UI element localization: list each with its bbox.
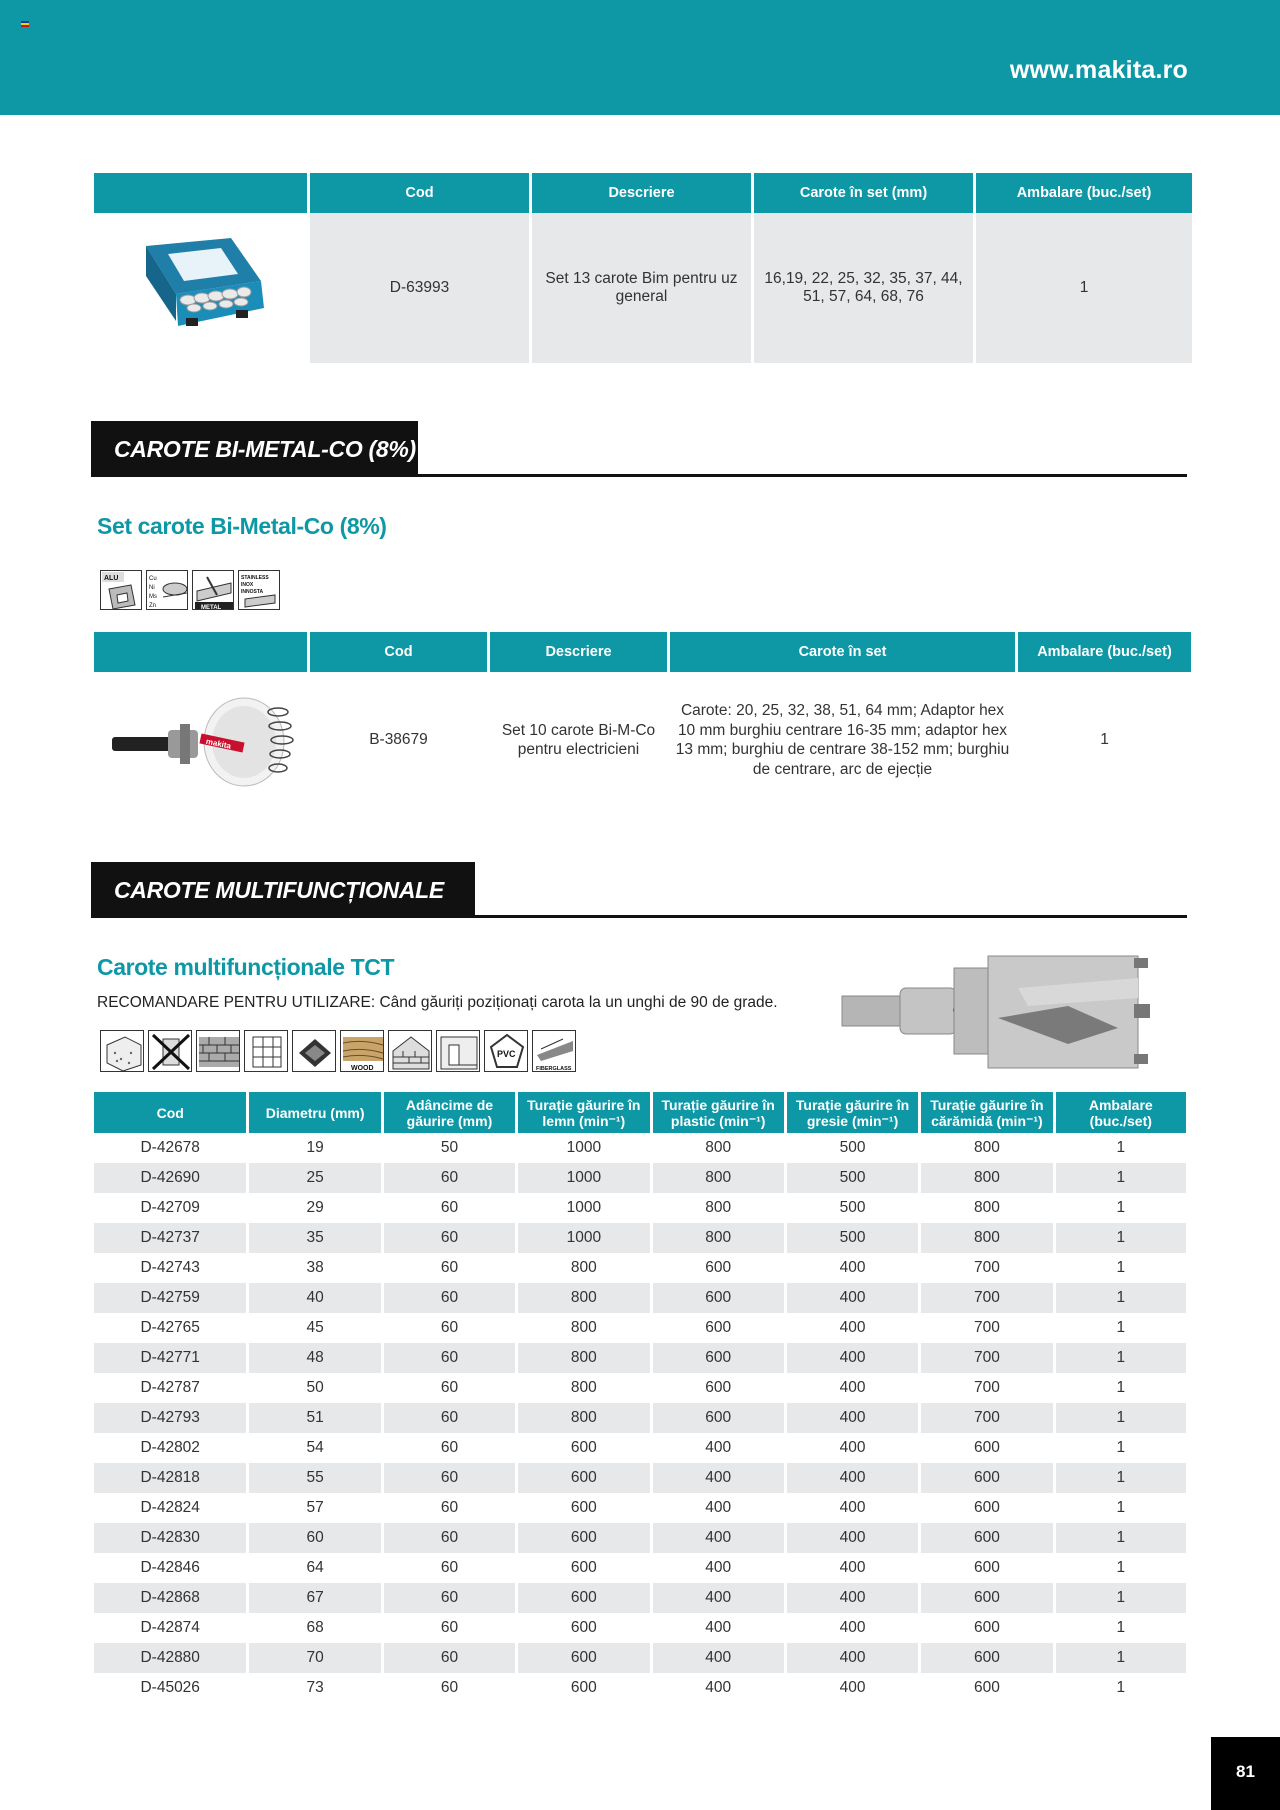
table-cell: D-45026 [140,1679,200,1696]
table-cell: 60 [440,1199,459,1216]
table-cell: 400 [839,1439,866,1456]
table-cell: 600 [705,1319,732,1336]
page-number: 81 [1211,1737,1280,1810]
table-cell: D-42868 [94,1583,246,1613]
table-row [94,1283,1186,1313]
table-cell: 800 [518,1403,649,1433]
table-cell: 60 [384,1583,515,1613]
table-cell: 400 [787,1583,918,1613]
table-cell: 400 [787,1523,918,1553]
table-cell: 1000 [566,1139,602,1156]
table-cell: 400 [839,1559,866,1576]
table-cell: 600 [653,1403,784,1433]
table-cell: 45 [306,1319,324,1336]
cu-ni-ms-zn-icon [146,570,188,610]
table-cell: 1 [1056,1583,1186,1613]
table-cell: 600 [653,1343,784,1373]
table-cell: 700 [973,1379,1000,1396]
table-cell: 400 [705,1559,732,1576]
table-row [94,1673,1186,1703]
table-row [94,1553,1186,1583]
table-cell: 50 [440,1139,459,1156]
cell-carote: 16,19, 22, 25, 32, 35, 37, 44, 51, 57, 64, 68, 76 [754,213,973,363]
table-cell: 1 [1116,1199,1126,1216]
table-row [94,1193,1186,1223]
table-cell: 57 [306,1499,324,1516]
header-cod: Cod [310,173,529,213]
table-cell: 800 [973,1199,1000,1216]
table-cell: 60 [440,1619,459,1636]
table-cell: 600 [705,1379,732,1396]
metal-icon [192,570,234,610]
table-cell: 800 [570,1259,597,1276]
table-cell: D-42678 [140,1139,200,1156]
cell-descriere: Set 10 carote Bi-M-Co pentru electricieni [501,721,656,758]
website-url[interactable]: www.makita.ro [1009,56,1188,84]
table-cell: 600 [518,1523,649,1553]
table-cell: 60 [440,1439,459,1456]
subtitle-bimetal: Set carote Bi-Metal-Co (8%) [97,513,387,539]
table-cell: 500 [787,1163,918,1193]
table-row [94,1403,1186,1433]
romania-flag-icon [21,21,29,27]
table-row [94,1223,1186,1253]
table-cell: 600 [921,1523,1052,1553]
table-cell: D-42830 [94,1523,246,1553]
table-cell: 40 [249,1283,380,1313]
section-title-tct: CAROTE MULTIFUNCȚIONALE TCT [91,862,475,918]
table-cell: 1 [1116,1319,1126,1336]
table-cell: D-42846 [140,1559,200,1576]
table-row [94,1313,1186,1343]
table-cell: 54 [306,1439,324,1456]
table-cell: D-42690 [94,1163,246,1193]
tile-wall-icon [244,1030,288,1072]
table-cell: 700 [921,1283,1052,1313]
svg-text:Ms: Ms [149,594,157,600]
table-cell: 60 [384,1463,515,1493]
table-cell: D-42793 [94,1403,246,1433]
table-cell: 600 [518,1643,649,1673]
svg-text:PVC: PVC [497,1049,516,1059]
cell-ambalare: 1 [1100,731,1109,749]
table-cell: 400 [787,1463,918,1493]
header-descriere: Descriere [532,173,751,213]
no-hammer-icon [148,1030,192,1072]
plaster-icon [436,1030,480,1072]
table-row [94,1373,1186,1403]
table-cell: D-42771 [94,1343,246,1373]
table-cell: 1 [1116,1379,1126,1396]
table-cell: 800 [653,1223,784,1253]
table-cell: 1000 [518,1223,649,1253]
product-table-b38679 [91,632,1194,808]
table-cell: 60 [384,1343,515,1373]
header-cod: Cod [94,1092,246,1133]
table-cell: 1 [1116,1139,1126,1156]
svg-text:WOOD: WOOD [351,1065,374,1072]
table-cell: 600 [570,1499,597,1516]
table-cell: 68 [306,1619,324,1636]
table-cell: D-42787 [140,1379,200,1396]
table-cell: 1000 [518,1163,649,1193]
header-turatie-lemn: Turație găurire în lemn (min⁻¹) [518,1092,649,1133]
table-cell: 600 [518,1583,649,1613]
table-cell: 800 [705,1199,732,1216]
table-cell: 600 [921,1643,1052,1673]
table-cell: 600 [973,1499,1000,1516]
table-cell: 400 [705,1679,732,1696]
table-cell: 60 [384,1643,515,1673]
header-ambalare: Ambalare (buc./set) [1056,1092,1186,1133]
header-cod: Cod [310,632,487,672]
svg-text:FIBERGLASS: FIBERGLASS [536,1066,572,1072]
section-title-bimetal: CAROTE BI-METAL-CO (8%) [91,421,418,477]
table-cell: 38 [306,1259,324,1276]
table-cell: 51 [249,1403,380,1433]
header-carote: Carote în set (mm) [754,173,973,213]
cell-cod: B-38679 [369,731,428,749]
table-cell: 400 [787,1403,918,1433]
table-row [94,1583,1186,1613]
tct-specs-body [94,1133,1186,1703]
tile-icon [292,1030,336,1072]
svg-text:STAINLESS: STAINLESS [241,575,269,581]
table-cell: 600 [705,1259,732,1276]
aerated-concrete-icon [100,1030,144,1072]
wood-icon [340,1030,384,1072]
page-header [0,0,1280,115]
brick-house-icon [388,1030,432,1072]
table-cell: 70 [249,1643,380,1673]
header-ambalare: Ambalare (buc./set) [976,173,1192,213]
material-icons-tct [100,1030,576,1072]
table-cell: 35 [249,1223,380,1253]
table-row [94,1463,1186,1493]
table-cell: 800 [518,1343,649,1373]
table-cell: 73 [306,1679,324,1696]
table-cell: 60 [384,1403,515,1433]
svg-text:Ni: Ni [149,585,155,591]
table-cell: 600 [570,1619,597,1636]
header-turatie-gresie: Turație găurire în gresie (min⁻¹) [787,1092,918,1133]
brick-icon [196,1030,240,1072]
table-cell: 800 [570,1319,597,1336]
table-cell: 400 [653,1643,784,1673]
cell-carote: Carote: 20, 25, 32, 38, 51, 64 mm; Adaptor hex 10 mm burghiu centrare 16-35 mm; adaptor hex 13 mm; burghiu de centrare 38-152 mm; burghiu de centrare, arc de ejecție [675,702,1010,778]
table-cell: 800 [518,1283,649,1313]
fiberglass-icon [532,1030,576,1072]
table-cell: 400 [839,1679,866,1696]
table-cell: 600 [921,1463,1052,1493]
table-cell: 800 [705,1139,732,1156]
table-cell: 55 [249,1463,380,1493]
table-cell: 1 [1056,1343,1186,1373]
table-cell: 60 [440,1319,459,1336]
table-cell: 800 [653,1163,784,1193]
table-cell: 1 [1116,1499,1126,1516]
table-cell: 60 [384,1523,515,1553]
table-cell: 600 [921,1583,1052,1613]
table-cell: 600 [973,1679,1000,1696]
table-cell: 1 [1116,1439,1126,1456]
table-cell: 60 [384,1223,515,1253]
table-cell: 800 [570,1379,597,1396]
svg-text:INNOSTA: INNOSTA [241,589,264,595]
table-cell: 600 [518,1463,649,1493]
table-cell: D-42743 [140,1259,200,1276]
stainless-icon [238,570,280,610]
table-row [94,1163,1186,1193]
table-cell: D-42709 [140,1199,200,1216]
header-turatie-caramida: Turație găurire în cărămidă (min⁻¹) [921,1092,1052,1133]
table-cell: 600 [973,1559,1000,1576]
table-cell: 50 [306,1379,324,1396]
table-row [94,1253,1186,1283]
table-cell: D-42824 [140,1499,200,1516]
table-row [94,1523,1186,1553]
table-cell: 800 [921,1223,1052,1253]
table-row [94,1343,1186,1373]
table-cell: 400 [653,1583,784,1613]
product-table-d63993 [91,173,1195,363]
table-cell: D-42759 [94,1283,246,1313]
table-row [94,1493,1186,1523]
table-cell: 700 [921,1403,1052,1433]
product-image-holesaw [94,672,307,808]
table-cell: D-42818 [94,1463,246,1493]
table-cell: 1 [1056,1643,1186,1673]
header-adancime: Adâncime de găurire (mm) [384,1092,515,1133]
table-cell: D-42765 [140,1319,200,1336]
table-cell: 400 [839,1619,866,1636]
header-diametru: Diametru (mm) [249,1092,380,1133]
product-image-tct [838,948,1178,1076]
table-row [94,1133,1186,1163]
table-cell: 1 [1056,1523,1186,1553]
table-header-row [94,1092,1186,1133]
usage-recommendation: RECOMANDARE PENTRU UTILIZARE: Când găuriți poziționați carota la un unghi de 90 de grade. [97,994,778,1011]
table-cell: 1 [1116,1259,1126,1276]
table-row [94,1433,1186,1463]
table-cell: 400 [705,1499,732,1516]
table-cell: 60 [440,1679,459,1696]
svg-text:Zn: Zn [149,603,157,609]
table-cell: 67 [249,1583,380,1613]
table-cell: 1000 [566,1199,602,1216]
table-cell: 400 [705,1439,732,1456]
table-cell: 1 [1056,1463,1186,1493]
header-spacer [94,173,307,213]
table-cell: 60 [440,1499,459,1516]
table-cell: 400 [839,1319,866,1336]
table-cell: 500 [839,1139,866,1156]
material-icons-bimetal [100,570,280,610]
table-cell: 400 [839,1379,866,1396]
table-cell: 600 [570,1559,597,1576]
table-cell: D-42737 [94,1223,246,1253]
table-cell: 60 [440,1259,459,1276]
header-ambalare: Ambalare (buc./set) [1018,632,1191,672]
table-cell: 60 [384,1163,515,1193]
table-cell: 600 [973,1619,1000,1636]
table-cell: 700 [921,1343,1052,1373]
table-cell: 400 [787,1343,918,1373]
table-cell: 400 [653,1523,784,1553]
svg-text:INOX: INOX [241,582,254,588]
table-cell: 1 [1056,1223,1186,1253]
svg-text:ALU: ALU [104,575,119,582]
table-cell: 600 [973,1439,1000,1456]
table-cell: 1 [1116,1559,1126,1576]
svg-text:Cu: Cu [149,576,157,582]
table-cell: 60 [440,1559,459,1576]
table-cell: 400 [705,1619,732,1636]
cell-descriere: Set 13 carote Bim pentru uz general [532,213,751,363]
table-cell: 600 [653,1283,784,1313]
table-cell: 800 [921,1163,1052,1193]
table-cell: 600 [570,1439,597,1456]
table-cell: 60 [440,1379,459,1396]
product-image-case [94,213,307,363]
table-cell: 400 [787,1643,918,1673]
table-row [94,1643,1186,1673]
table-cell: 500 [787,1223,918,1253]
table-cell: 25 [249,1163,380,1193]
table-cell: 400 [653,1463,784,1493]
cell-cod: D-63993 [310,213,529,363]
table-cell: 29 [306,1199,324,1216]
svg-text:makita: makita [205,736,232,752]
table-cell: 60 [249,1523,380,1553]
pvc-icon [484,1030,528,1072]
table-cell: 600 [570,1679,597,1696]
table-cell: 400 [839,1499,866,1516]
table-cell: 64 [306,1559,324,1576]
table-cell: D-42880 [94,1643,246,1673]
alu-icon [100,570,142,610]
table-cell: 700 [973,1259,1000,1276]
tct-specs-table [91,1092,1189,1703]
table-cell: 19 [306,1139,324,1156]
table-cell: 1 [1116,1679,1126,1696]
svg-text:METAL: METAL [201,605,222,610]
table-cell: 400 [839,1259,866,1276]
cell-ambalare: 1 [976,213,1192,363]
table-cell: 500 [839,1199,866,1216]
table-cell: 48 [249,1343,380,1373]
subtitle-tct: Carote multifuncționale TCT [97,954,395,980]
header-descriere: Descriere [490,632,667,672]
table-cell: 1 [1116,1619,1126,1636]
table-cell: 1 [1056,1283,1186,1313]
table-cell: 1 [1056,1403,1186,1433]
table-cell: 1 [1056,1163,1186,1193]
table-cell: D-42874 [140,1619,200,1636]
table-cell: 700 [973,1319,1000,1336]
table-cell: 400 [787,1283,918,1313]
header-carote: Carote în set [670,632,1015,672]
table-row [94,1613,1186,1643]
table-cell: 60 [384,1283,515,1313]
table-cell: D-42802 [140,1439,200,1456]
table-cell: 800 [973,1139,1000,1156]
header-turatie-plastic: Turație găurire în plastic (min⁻¹) [653,1092,784,1133]
header-spacer [94,632,307,672]
